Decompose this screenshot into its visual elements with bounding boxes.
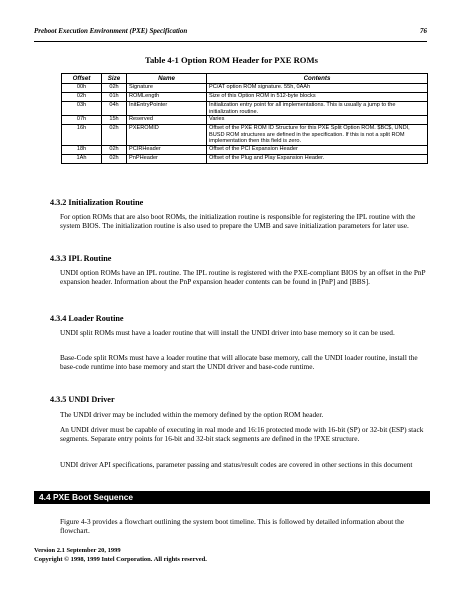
table-row <box>62 93 428 102</box>
section-banner-pxe-boot-sequence <box>34 491 430 504</box>
cell-offset: 07h <box>62 116 102 125</box>
page-header <box>34 27 427 42</box>
column-header-name: Name <box>127 74 207 84</box>
cell-contents: Offset of the PXE ROM ID Structure for this PXE Split Option ROM. $BC$, UNDI, BUSD ROM structures are defined in the specification. If this is not a split ROM implementation then this field is zero. <box>207 125 428 146</box>
footer-copyright: Copyright © 1998, 1999 Intel Corporation. All rights reserved. <box>34 556 207 563</box>
table-row <box>62 84 428 93</box>
cell-name: InitEntryPointer <box>127 102 207 116</box>
table-row <box>62 145 428 154</box>
cell-size: 04h <box>102 102 127 116</box>
cell-name: Reserved <box>127 116 207 125</box>
page-number: 76 <box>420 27 427 35</box>
cell-name: PCIRHeader <box>127 145 207 154</box>
column-header-offset: Offset <box>62 74 102 84</box>
paragraph: UNDI option ROMs have an IPL routine. The IPL routine is registered with the PXE-compliant BIOS by an offset in the PnP expansion header. Information about the PnP expansion header contents can be found in [PnP] and [BBS]. <box>60 268 426 287</box>
column-header-contents: Contents <box>207 74 428 84</box>
cell-name: PXEROMID <box>127 125 207 146</box>
section-heading-loader-routine: 4.3.4 Loader Routine <box>50 314 124 323</box>
paragraph: For option ROMs that are also boot ROMs, the initialization routine is responsible for registering the IPL routine with the system BIOS. The initialization routine is also used to prepare the UMB and save initialization parameters for later use. <box>60 212 416 231</box>
paragraph: UNDI driver API specifications, parameter passing and status/result codes are covered in other sections in this document <box>60 460 413 469</box>
cell-size: 01h <box>102 93 127 102</box>
paragraph: Figure 4-3 provides a flowchart outlining the system boot timeline. This is followed by detailed information about the flowchart. <box>60 517 404 536</box>
option-rom-header-table <box>61 73 428 164</box>
table-row <box>62 102 428 116</box>
cell-offset: 03h <box>62 102 102 116</box>
table-row <box>62 154 428 163</box>
section-heading-undi-driver: 4.3.5 UNDI Driver <box>50 395 115 404</box>
footer-version: Version 2.1 September 20, 1999 <box>34 547 121 554</box>
cell-contents: Offset of the Plug and Play Expansion Header. <box>207 154 428 163</box>
section-heading-initialization-routine: 4.3.2 Initialization Routine <box>50 198 144 207</box>
cell-contents: Size of this Option ROM in 512-byte blocks <box>207 93 428 102</box>
cell-contents: Offset of the PCI Expansion Header <box>207 145 428 154</box>
cell-offset: 18h <box>62 145 102 154</box>
section-banner-label: 4.4 PXE Boot Sequence <box>39 492 134 502</box>
cell-size: 15h <box>102 116 127 125</box>
cell-contents: PC/AT option ROM signature. 55h, 0AAh <box>207 84 428 93</box>
cell-offset: 1Ah <box>62 154 102 163</box>
paragraph: UNDI split ROMs must have a loader routine that will install the UNDI driver into base memory so it can be used. <box>60 328 395 337</box>
cell-contents: Varies <box>207 116 428 125</box>
paragraph: An UNDI driver must be capable of executing in real mode and 16:16 protected mode with 16-bit (SP) or 32-bit (ESP) stack segments. Separate entry points for 16-bit and 32-bit stack segments are defined in the !PXE structure. <box>60 425 424 444</box>
table-header-row <box>62 74 428 84</box>
cell-offset: 02h <box>62 93 102 102</box>
table-row <box>62 125 428 146</box>
column-header-size: Size <box>102 74 127 84</box>
table-row <box>62 116 428 125</box>
cell-size: 02h <box>102 154 127 163</box>
cell-offset: 16h <box>62 125 102 146</box>
cell-size: 02h <box>102 125 127 146</box>
cell-size: 02h <box>102 145 127 154</box>
paragraph: The UNDI driver may be included within the memory defined by the option ROM header. <box>60 410 324 419</box>
cell-name: PnPHeader <box>127 154 207 163</box>
cell-name: Signature <box>127 84 207 93</box>
cell-size: 02h <box>102 84 127 93</box>
section-heading-ipl-routine: 4.3.3 IPL Routine <box>50 254 112 263</box>
header-title: Preboot Execution Environment (PXE) Specification <box>34 27 188 35</box>
paragraph: Base-Code split ROMs must have a loader routine that will allocate base memory, call the UNDI loader routine, install the base-code runtime into base memory and start the UNDI driver and base-code runtime. <box>60 353 418 372</box>
cell-contents: Initialization entry point for all implementations. This is usually a jump to the initialization routine. <box>207 102 428 116</box>
cell-offset: 00h <box>62 84 102 93</box>
table-caption: Table 4-1 Option ROM Header for PXE ROMs <box>145 55 318 65</box>
cell-name: ROMLength <box>127 93 207 102</box>
